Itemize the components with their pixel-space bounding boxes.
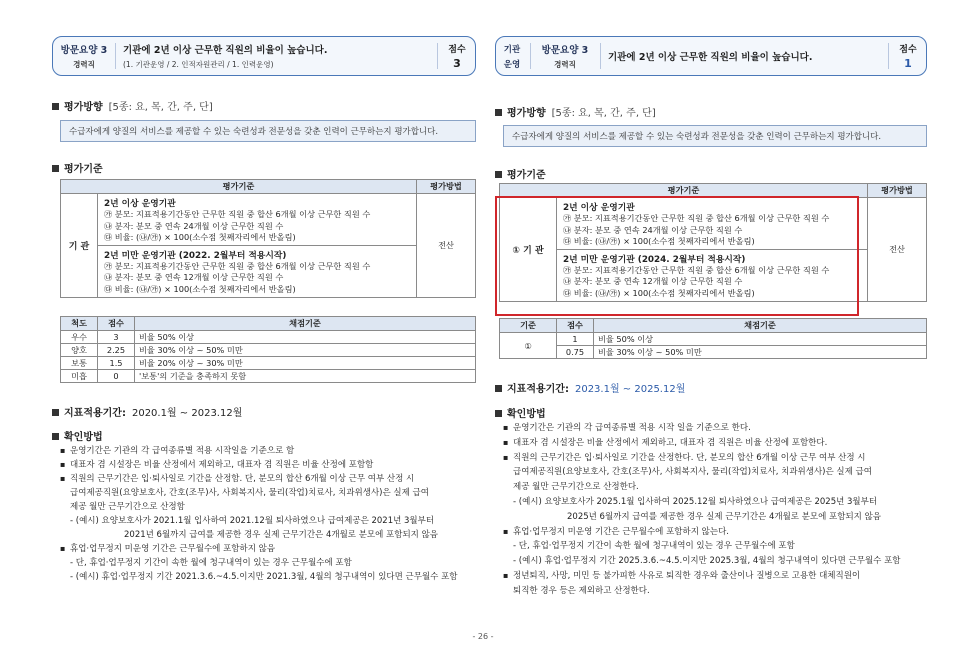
direction-description: 수급자에게 양질의 서비스를 제공할 수 있는 숙련성과 전문성을 갖춘 인력이 근무하는지 평가합니다. bbox=[503, 125, 927, 147]
bullet-item: ▪ 대표자 겸 시설장은 비율 산정에서 제외하고, 대표자 겸 직원은 비율 산정에 포함한다. bbox=[503, 436, 927, 451]
indicator-type: 경력직 bbox=[73, 60, 95, 69]
indicator-type: 경력직 bbox=[554, 60, 576, 69]
check-list bbox=[503, 421, 927, 599]
check-heading: 확인방법 bbox=[495, 405, 546, 420]
method-value: 전산 bbox=[868, 198, 927, 302]
scale-row: 보통 1.5 비율 20% 이상 ~ 30% 미만 bbox=[61, 357, 476, 370]
scale-row: 0.75 비율 30% 이상 ~ 50% 미만 bbox=[500, 346, 927, 359]
scale-row: 우수 3 비율 50% 이상 bbox=[61, 331, 476, 344]
bullet-line: - (예시) 휴업·업무정지 기간 2025.3.6.~4.5.이지만 2025.3월, 4월의 청구내역이 있다면 근무월수 포함 bbox=[513, 556, 901, 567]
col-criteria: 평가기준 bbox=[61, 180, 417, 194]
indicator-title: 기관에 2년 이상 근무한 직원의 비율이 높습니다. bbox=[123, 45, 328, 56]
bullet-line: - (예시) 요양보호사가 2025.1월 입사하여 2025.12월 퇴사하였으나 급여제공은 2025년 3월부터 bbox=[513, 496, 878, 507]
method-value: 전산 bbox=[417, 194, 476, 298]
score-value: 1 bbox=[904, 57, 912, 70]
period-heading: 지표적용기간: 2020.1월 ~ 2023.12월 bbox=[52, 404, 242, 419]
criteria-group-1: 2년 이상 운영기관 ㉮ 분모: 지표적용기간동안 근무한 직원 중 합산 6개월 이상 근무한 직원 수 ㉯ 분자: 분모 중 연속 24개월 이상 근무한 직원 수 ㉰ 비율: (㉯/㉮) × 100(소수점 첫째자리에서 반올림) bbox=[98, 194, 417, 246]
bullet-line: 제공 월만 근무기간으로 산정함 bbox=[70, 502, 185, 512]
period-value: 2020.1월 ~ 2023.12월 bbox=[131, 408, 243, 419]
bullet-item: ▪ 운영기간은 기관의 각 급여종류별 적용 시작일을 기준으로 함 bbox=[60, 444, 476, 458]
highlight-box bbox=[495, 196, 859, 316]
bullet-line: 퇴직한 경우 등은 제외하고 산정한다. bbox=[513, 585, 650, 596]
left-indicator-header bbox=[52, 36, 476, 76]
bullet-item: ▪ 휴업·업무정지 미운영 기간은 근무월수에 포함하지 않는다. bbox=[503, 525, 927, 540]
score-label: 점수 bbox=[448, 45, 466, 55]
bullet-line: 급여제공직원(요양보호사, 간호(조무)사, 사회복지사, 물리(작업)치료사, 치과위생사)은 실제 급여 bbox=[70, 488, 429, 498]
bullet-line: 2021년 6월까지 급여를 제공한 경우 실제 근무기간은 4개월로 분모에 포함되지 않음 bbox=[124, 530, 439, 540]
scale-table: 기준 점수 채점기준 ① 1 비율 50% 이상 0.75 비율 30% 이상 ~ 50% 미만 bbox=[499, 318, 927, 359]
category-2: 운영 bbox=[503, 59, 521, 70]
bullet-item: ▪ 대표자 겸 시설장은 비율 산정에서 제외하고, 대표자 겸 직원은 비율 산정에 포함함 bbox=[60, 458, 476, 472]
bullet-item: ▪ 직원의 근무기간은 입·퇴사일로 기간을 산정한다. 단, 분모의 합산 6개월 이상 근무 여부 산정 시 bbox=[503, 451, 927, 466]
bullet-item: ▪ 직원의 근무기간은 입·퇴사일로 기간을 산정함. 단, 분모의 합산 6개월 이상 근무 여부 산정 시 bbox=[60, 472, 476, 486]
criteria-heading: 평가기준 bbox=[52, 160, 103, 175]
col-criteria: 평가기준 bbox=[500, 184, 868, 198]
indicator-code: 방문요양 3 bbox=[60, 45, 108, 56]
period-value: 2023.1월 ~ 2025.12월 bbox=[574, 384, 686, 395]
bullet-line: - 단, 휴업·업무정지 기간이 속한 월에 청구내역이 있는 경우 근무월수에 포함 bbox=[513, 541, 795, 552]
scale-row: ① 1 비율 50% 이상 bbox=[500, 333, 927, 346]
period-heading: 지표적용기간: 2023.1월 ~ 2025.12월 bbox=[495, 380, 685, 395]
bullet-line: 2025년 6월까지 급여를 제공한 경우 실제 근무기간은 4개월로 분모에 포함되지 않음 bbox=[567, 511, 882, 522]
check-list bbox=[60, 444, 476, 584]
criteria-group-2: 2년 미만 운영기관 (2024. 2월부터 적용시작) ㉮ 분모: 지표적용기간동안 근무한 직원 중 합산 6개월 이상 근무한 직원 수 ㉯ 분자: 분모 중 연속 12개월 이상 근무한 직원 수 ㉰ 비율: (㉯/㉮) × 100(소수점 첫째자리에서 반올림) bbox=[557, 249, 868, 302]
criteria-group-1: 2년 이상 운영기관 ㉮ 분모: 지표적용기간동안 근무한 직원 중 합산 6개월 이상 근무한 직원 수 ㉯ 분자: 분모 중 연속 24개월 이상 근무한 직원 수 ㉰ 비율: (㉯/㉮) × 100(소수점 첫째자리에서 반올림) bbox=[557, 198, 868, 250]
scale-row: 미흡 0 '보통'의 기준을 충족하지 못함 bbox=[61, 370, 476, 383]
check-heading: 확인방법 bbox=[52, 428, 103, 443]
bullet-item: ▪ 휴업·업무정지 미운영 기간은 근무월수에 포함하지 않음 bbox=[60, 542, 476, 556]
row-label: 기 관 bbox=[61, 194, 98, 298]
row-label: ① 기 관 bbox=[500, 198, 557, 302]
scale-row: 양호 2.25 비율 30% 이상 ~ 50% 미만 bbox=[61, 344, 476, 357]
score-value: 3 bbox=[453, 57, 461, 70]
indicator-code: 방문요양 3 bbox=[541, 45, 589, 56]
criteria-table bbox=[60, 179, 476, 298]
indicator-title: 기관에 2년 이상 근무한 직원의 비율이 높습니다. bbox=[608, 52, 813, 63]
bullet-line: - (예시) 휴업·업무정지 기간 2021.3.6.~4.5.이지만 2021.3월, 4월의 청구내역이 있다면 근무월수 포함 bbox=[70, 572, 458, 582]
bullet-line: 제공 월만 근무기간으로 산정한다. bbox=[513, 482, 639, 493]
category-1: 기관 bbox=[503, 44, 521, 55]
criteria-heading: 평가기준 bbox=[495, 166, 546, 181]
criteria-group-2: 2년 미만 운영기관 (2022. 2월부터 적용시작) ㉮ 분모: 지표적용기간동안 근무한 직원 중 합산 6개월 이상 근무한 직원 수 ㉯ 분자: 분모 중 연속 12개월 이상 근무한 직원 수 ㉰ 비율: (㉯/㉮) × 100(소수점 첫째자리에서 반올림) bbox=[98, 245, 417, 298]
indicator-subtitle: (1. 기관운영 / 2. 인적자원관리 / 1. 인력운영) bbox=[123, 60, 274, 69]
bullet-line: - 단, 휴업·업무정지 기간이 속한 월에 청구내역이 있는 경우 근무월수에 포함 bbox=[70, 558, 352, 568]
direction-heading: 평가방향 [5종: 요, 목, 간, 주, 단] bbox=[495, 104, 656, 119]
direction-description: 수급자에게 양질의 서비스를 제공할 수 있는 숙련성과 전문성을 갖춘 인력이 근무하는지 평가합니다. bbox=[60, 120, 476, 142]
bullet-item: ▪ 정년퇴직, 사망, 미민 등 불가피한 사유로 퇴직한 경우와 출산이나 질병으로 고용한 대체직원이 bbox=[503, 569, 927, 584]
bullet-line: - (예시) 요양보호사가 2021.1월 입사하여 2021.12월 퇴사하였으나 급여제공은 2021년 3월부터 bbox=[70, 516, 435, 526]
right-indicator-header bbox=[495, 36, 927, 76]
direction-heading: 평가방향 [5종: 요, 목, 간, 주, 단] bbox=[52, 98, 213, 113]
bullet-line: 급여제공직원(요양보호사, 간호(조무)사, 사회복지사, 물리(작업)치료사, 치과위생사)은 실제 급여 bbox=[513, 467, 872, 478]
score-label: 점수 bbox=[899, 45, 917, 55]
bullet-item: ▪ 운영기간은 기관의 각 급여종류별 적용 시작 일을 기준으로 한다. bbox=[503, 421, 927, 436]
col-method: 평가방법 bbox=[868, 184, 927, 198]
scale-table: 척도 점수 채점기준 우수 3 비율 50% 이상 양호 2.25 비율 30% 이상 ~ 50% 미만 보통 1.5 비율 20% 이상 ~ 30% 미만 미흡 0 '보통'의 기준을 충족하지 못함 bbox=[60, 316, 476, 383]
page-number: - 26 - bbox=[472, 632, 494, 641]
col-method: 평가방법 bbox=[417, 180, 476, 194]
